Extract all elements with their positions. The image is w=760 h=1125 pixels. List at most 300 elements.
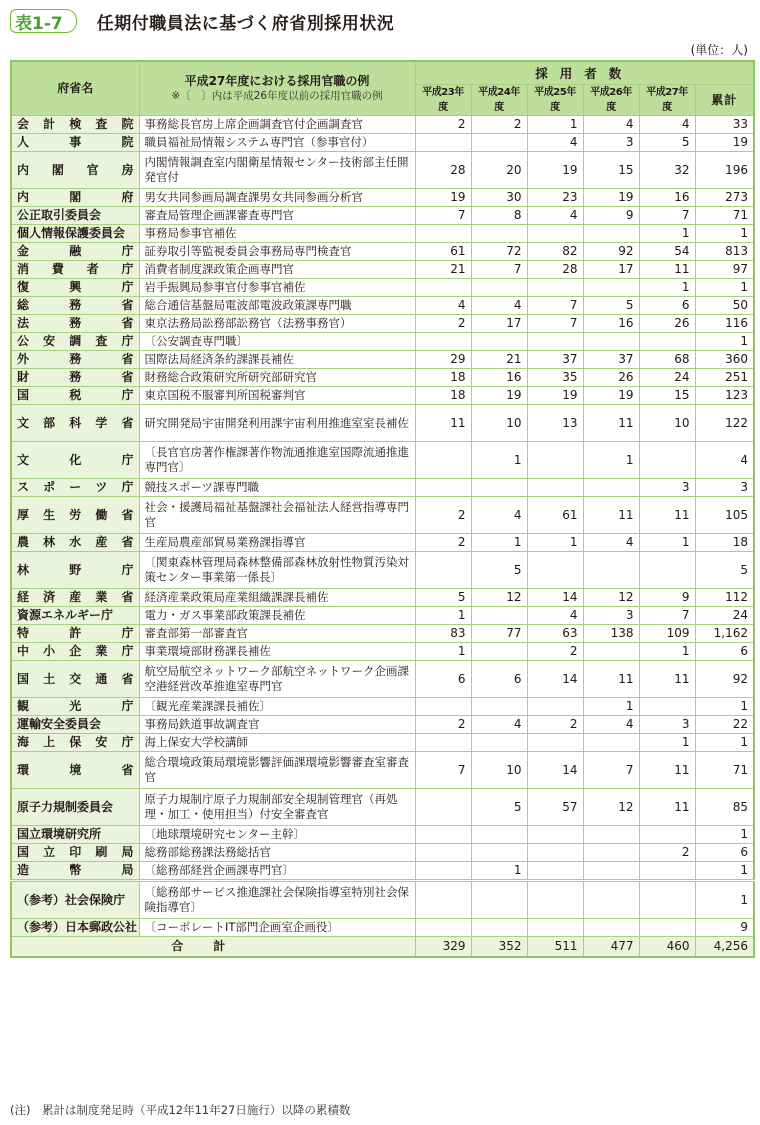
year-count	[471, 734, 527, 752]
post-example: 男女共同参画局調査課男女共同参画分析官	[139, 189, 415, 207]
year-count: 1	[527, 116, 583, 134]
ministry-name: 内 閣 官 房	[17, 162, 134, 177]
post-example: 岩手振興局参事官付参事官補佐	[139, 279, 415, 297]
cumulative-total: 251	[695, 369, 754, 387]
ministry-name-cell	[11, 497, 139, 534]
header-total: 累計	[695, 85, 754, 116]
year-count	[415, 479, 471, 497]
summary-total: 4,256	[695, 937, 754, 958]
year-count: 3	[639, 716, 695, 734]
ministry-name-cell	[11, 734, 139, 752]
cumulative-total: 112	[695, 589, 754, 607]
year-count: 4	[471, 497, 527, 534]
table-row	[11, 881, 754, 919]
year-count	[639, 862, 695, 881]
ministry-name: 国 土 交 通 省	[17, 671, 134, 686]
post-example: 電力・ガス事業部政策課長補佐	[139, 607, 415, 625]
table-row	[11, 716, 754, 734]
year-count: 2	[415, 534, 471, 552]
ministry-name: ス ポ ー ツ 庁	[17, 480, 134, 494]
year-count	[415, 225, 471, 243]
year-count: 19	[471, 387, 527, 405]
ministry-name: 特 許 庁	[17, 626, 134, 640]
cumulative-total: 71	[695, 207, 754, 225]
year-count: 5	[583, 297, 639, 315]
year-count: 82	[527, 243, 583, 261]
page-title: 任期付職員法に基づく府省別採用状況	[96, 13, 395, 34]
year-count	[639, 698, 695, 716]
year-count	[527, 479, 583, 497]
post-example: 内閣情報調査室内閣衛星情報センター技術部主任開発官付	[139, 152, 415, 189]
cumulative-total: 71	[695, 752, 754, 789]
table-row	[11, 698, 754, 716]
table-row	[11, 279, 754, 297]
year-count: 4	[527, 134, 583, 152]
year-count: 17	[471, 315, 527, 333]
recruitment-table	[10, 60, 755, 958]
year-count	[415, 552, 471, 589]
year-count	[639, 333, 695, 351]
year-count: 3	[639, 479, 695, 497]
ministry-name: 内 閣 府	[17, 190, 134, 204]
ministry-name: 財 務 省	[17, 370, 134, 384]
year-count	[639, 552, 695, 589]
table-row	[11, 534, 754, 552]
year-count: 4	[471, 297, 527, 315]
ministry-name-cell	[11, 826, 139, 844]
year-count	[471, 134, 527, 152]
year-count	[583, 333, 639, 351]
year-count: 1	[639, 734, 695, 752]
table-row	[11, 734, 754, 752]
year-count: 2	[415, 315, 471, 333]
ministry-name: 金 融 庁	[17, 244, 134, 258]
year-count: 3	[583, 607, 639, 625]
cumulative-total: 1	[695, 881, 754, 919]
year-count: 92	[583, 243, 639, 261]
table-row	[11, 225, 754, 243]
year-count	[415, 881, 471, 919]
post-example: 職員福祉局情報システム専門官（参事官付）	[139, 134, 415, 152]
year-count: 10	[639, 405, 695, 442]
cumulative-total: 3	[695, 479, 754, 497]
year-count	[471, 479, 527, 497]
table-row	[11, 497, 754, 534]
cumulative-total: 1	[695, 698, 754, 716]
header-recruit-count: 採用者数	[415, 61, 754, 85]
year-count	[471, 826, 527, 844]
year-count: 14	[527, 752, 583, 789]
year-count: 19	[415, 189, 471, 207]
post-example: 東京法務局訟務部訟務官（法務事務官）	[139, 315, 415, 333]
ministry-name-cell	[11, 607, 139, 625]
year-count: 15	[583, 152, 639, 189]
year-count: 28	[415, 152, 471, 189]
year-count	[527, 225, 583, 243]
year-count: 11	[415, 405, 471, 442]
year-count	[415, 844, 471, 862]
post-example: 〔関東森林管理局森林整備部森林放射性物質汚染対策センター事業第一係長〕	[139, 552, 415, 589]
ministry-name: 原子力規制委員会	[17, 799, 114, 814]
ministry-name-cell	[11, 661, 139, 698]
year-count	[415, 789, 471, 826]
year-count	[527, 862, 583, 881]
table-row	[11, 387, 754, 405]
year-count: 20	[471, 152, 527, 189]
post-example: 証券取引等監視委員会事務局専門検査官	[139, 243, 415, 261]
year-count: 13	[527, 405, 583, 442]
year-count	[415, 734, 471, 752]
year-count	[583, 919, 639, 937]
footnote: (注) 累計は制度発足時（平成12年11年27日施行）以降の累積数	[10, 1103, 351, 1117]
cumulative-total: 9	[695, 919, 754, 937]
summary-row	[11, 937, 754, 958]
year-count	[639, 826, 695, 844]
ministry-name-cell	[11, 625, 139, 643]
post-example: 原子力規制庁原子力規制部安全規制管理官（再処理・加工・使用担当）付安全審査官	[139, 789, 415, 826]
year-count	[527, 826, 583, 844]
post-example: 総務部総務課法務総括官	[139, 844, 415, 862]
table-number-badge: 表1-7	[10, 9, 67, 33]
table-row	[11, 752, 754, 789]
year-count: 19	[583, 387, 639, 405]
post-example: 事務局鉄道事故調査官	[139, 716, 415, 734]
year-count: 15	[639, 387, 695, 405]
year-count: 12	[583, 789, 639, 826]
ministry-name: 国 立 印 刷 局	[17, 845, 134, 859]
table-row	[11, 315, 754, 333]
year-count: 11	[639, 261, 695, 279]
table-row	[11, 333, 754, 351]
year-count	[415, 919, 471, 937]
year-count: 1	[471, 534, 527, 552]
ministry-name-cell	[11, 261, 139, 279]
ministry-name-cell	[11, 442, 139, 479]
year-count: 12	[583, 589, 639, 607]
year-count: 14	[527, 661, 583, 698]
year-count: 10	[471, 752, 527, 789]
ministry-name-cell	[11, 134, 139, 152]
year-count: 11	[583, 405, 639, 442]
ministry-name: （参考）日本郵政公社	[17, 920, 138, 934]
year-count: 7	[415, 752, 471, 789]
ministry-name: 国 税 庁	[17, 388, 134, 402]
year-count	[583, 479, 639, 497]
cumulative-total: 22	[695, 716, 754, 734]
ministry-name-cell	[11, 789, 139, 826]
year-count: 7	[527, 297, 583, 315]
table-row	[11, 479, 754, 497]
year-count	[527, 333, 583, 351]
header-year: 平成26年度	[583, 85, 639, 116]
cumulative-total: 116	[695, 315, 754, 333]
year-count: 1	[527, 534, 583, 552]
ministry-name-cell	[11, 152, 139, 189]
ministry-name: 資源エネルギー庁	[17, 608, 114, 622]
year-count: 37	[583, 351, 639, 369]
ministry-name: 中 小 企 業 庁	[17, 644, 134, 658]
ministry-name: 海 上 保 安 庁	[17, 735, 134, 749]
year-count: 4	[415, 297, 471, 315]
year-count: 9	[639, 589, 695, 607]
table-row	[11, 297, 754, 315]
table-row	[11, 607, 754, 625]
year-count	[471, 643, 527, 661]
ministry-name-cell	[11, 189, 139, 207]
year-count: 1	[639, 279, 695, 297]
year-count: 26	[639, 315, 695, 333]
year-count: 2	[527, 643, 583, 661]
table-row	[11, 405, 754, 442]
table-row	[11, 552, 754, 589]
ministry-name: 個人情報保護委員会	[17, 226, 126, 240]
year-count: 7	[415, 207, 471, 225]
year-count: 1	[471, 862, 527, 881]
post-example: 審査局管理企画課審査専門官	[139, 207, 415, 225]
year-count	[415, 134, 471, 152]
year-count: 109	[639, 625, 695, 643]
post-example: 〔観光産業課課長補佐〕	[139, 698, 415, 716]
year-count: 4	[527, 207, 583, 225]
year-count: 1	[639, 534, 695, 552]
table-title-bar	[10, 7, 394, 35]
year-count: 6	[415, 661, 471, 698]
year-count: 6	[639, 297, 695, 315]
year-count	[415, 698, 471, 716]
year-count: 77	[471, 625, 527, 643]
year-count: 18	[415, 387, 471, 405]
badge-bracket-icon	[66, 9, 77, 33]
year-count: 18	[415, 369, 471, 387]
ministry-name-cell	[11, 333, 139, 351]
year-count: 11	[583, 497, 639, 534]
year-count	[527, 279, 583, 297]
post-example: 総合通信基盤局電波部電波政策課専門職	[139, 297, 415, 315]
ministry-name-cell	[11, 279, 139, 297]
year-count	[471, 225, 527, 243]
ministry-name: 消 費 者 庁	[17, 262, 134, 276]
year-count	[639, 881, 695, 919]
year-count: 1	[639, 225, 695, 243]
year-count: 1	[583, 698, 639, 716]
ministry-name-cell	[11, 207, 139, 225]
ministry-name: 国立環境研究所	[17, 827, 102, 841]
year-count: 4	[583, 116, 639, 134]
year-count: 11	[583, 661, 639, 698]
year-count: 32	[639, 152, 695, 189]
post-example: 研究開発局宇宙開発利用課宇宙利用推進室室長補佐	[139, 405, 415, 442]
cumulative-total: 92	[695, 661, 754, 698]
post-example: 競技スポーツ課専門職	[139, 479, 415, 497]
year-count	[415, 279, 471, 297]
ministry-name-cell	[11, 552, 139, 589]
post-example: 東京国税不服審判所国税審判官	[139, 387, 415, 405]
year-count	[471, 919, 527, 937]
year-count: 1	[471, 442, 527, 479]
table-row	[11, 919, 754, 937]
cumulative-total: 50	[695, 297, 754, 315]
year-count: 9	[583, 207, 639, 225]
year-count: 16	[639, 189, 695, 207]
year-count	[415, 826, 471, 844]
post-example: 〔総務部サービス推進課社会保険指導室特別社会保険指導官〕	[139, 881, 415, 919]
year-count: 1	[639, 643, 695, 661]
table-row	[11, 862, 754, 881]
year-count	[527, 734, 583, 752]
year-count: 30	[471, 189, 527, 207]
post-example: 審査部第一部審査官	[139, 625, 415, 643]
cumulative-total: 33	[695, 116, 754, 134]
cumulative-total: 122	[695, 405, 754, 442]
year-count	[471, 279, 527, 297]
ministry-name-cell	[11, 297, 139, 315]
cumulative-total: 1,162	[695, 625, 754, 643]
year-count	[471, 333, 527, 351]
year-count: 4	[583, 534, 639, 552]
year-count: 7	[639, 207, 695, 225]
header-year: 平成25年度	[527, 85, 583, 116]
post-example: 消費者制度課政策企画専門官	[139, 261, 415, 279]
header-year: 平成24年度	[471, 85, 527, 116]
table-row	[11, 789, 754, 826]
ministry-name: 法 務 省	[17, 316, 134, 330]
summary-year-count: 329	[415, 937, 471, 958]
post-example: 航空局航空ネットワーク部航空ネットワーク企画課空港経営改革推進室専門官	[139, 661, 415, 698]
header-year: 平成27年度	[639, 85, 695, 116]
ministry-name-cell	[11, 116, 139, 134]
summary-label: 合計	[11, 937, 415, 958]
cumulative-total: 196	[695, 152, 754, 189]
year-count	[583, 225, 639, 243]
year-count	[527, 442, 583, 479]
year-count	[583, 734, 639, 752]
year-count: 19	[527, 152, 583, 189]
ministry-name-cell	[11, 752, 139, 789]
cumulative-total: 19	[695, 134, 754, 152]
year-count: 4	[527, 607, 583, 625]
post-example: 事務局参事官補佐	[139, 225, 415, 243]
post-example: 海上保安大学校講師	[139, 734, 415, 752]
year-count: 1	[415, 607, 471, 625]
table-row	[11, 351, 754, 369]
year-count: 5	[471, 789, 527, 826]
year-count	[415, 862, 471, 881]
year-count	[639, 919, 695, 937]
cumulative-total: 360	[695, 351, 754, 369]
year-count: 21	[415, 261, 471, 279]
ministry-name: 造 幣 局	[17, 863, 134, 877]
header-post	[139, 61, 415, 116]
year-count: 21	[471, 351, 527, 369]
ministry-name: 文 部 科 学 省	[17, 415, 134, 430]
post-example: 経済産業政策局産業組織課課長補佐	[139, 589, 415, 607]
table-row	[11, 207, 754, 225]
ministry-name-cell	[11, 862, 139, 881]
table-row	[11, 625, 754, 643]
year-count	[583, 862, 639, 881]
year-count: 7	[639, 607, 695, 625]
year-count	[583, 826, 639, 844]
ministry-name-cell	[11, 225, 139, 243]
year-count: 24	[639, 369, 695, 387]
cumulative-total: 813	[695, 243, 754, 261]
year-count: 7	[583, 752, 639, 789]
ministry-name: 農 林 水 産 省	[17, 535, 134, 549]
table-row	[11, 589, 754, 607]
year-count: 2	[471, 116, 527, 134]
year-count: 16	[583, 315, 639, 333]
cumulative-total: 6	[695, 844, 754, 862]
year-count	[471, 698, 527, 716]
year-count: 16	[471, 369, 527, 387]
cumulative-total: 5	[695, 552, 754, 589]
table-row	[11, 152, 754, 189]
year-count: 11	[639, 497, 695, 534]
ministry-name: 環 境 省	[17, 762, 134, 777]
post-example: 生産局農産部貿易業務課指導官	[139, 534, 415, 552]
cumulative-total: 123	[695, 387, 754, 405]
year-count: 19	[583, 189, 639, 207]
ministry-name-cell	[11, 881, 139, 919]
ministry-name-cell	[11, 919, 139, 937]
cumulative-total: 1	[695, 862, 754, 881]
year-count: 10	[471, 405, 527, 442]
summary-year-count: 352	[471, 937, 527, 958]
post-example: 総合環境政策局環境影響評価課環境影響審査室審査官	[139, 752, 415, 789]
unit-label: (単位：人)	[690, 43, 748, 57]
ministry-name: 公 安 調 査 庁	[17, 334, 134, 348]
year-count: 5	[471, 552, 527, 589]
ministry-name: 外 務 省	[17, 352, 134, 366]
ministry-name-cell	[11, 479, 139, 497]
post-example: 国際法局経済条約課課長補佐	[139, 351, 415, 369]
post-example: 社会・援護局福祉基盤課社会福祉法人経営指導専門官	[139, 497, 415, 534]
post-example: 事業環境部財務課長補佐	[139, 643, 415, 661]
ministry-name-cell	[11, 369, 139, 387]
table-row	[11, 643, 754, 661]
post-example: 〔公安調査専門職〕	[139, 333, 415, 351]
header-year: 平成23年度	[415, 85, 471, 116]
ministry-name: 復 興 庁	[17, 280, 134, 294]
year-count	[583, 279, 639, 297]
year-count	[639, 442, 695, 479]
ministry-name: 林 野 庁	[17, 562, 134, 577]
cumulative-total: 24	[695, 607, 754, 625]
year-count: 6	[471, 661, 527, 698]
year-count	[583, 881, 639, 919]
cumulative-total: 273	[695, 189, 754, 207]
year-count: 35	[527, 369, 583, 387]
year-count	[527, 698, 583, 716]
cumulative-total: 18	[695, 534, 754, 552]
year-count	[527, 844, 583, 862]
year-count: 2	[415, 116, 471, 134]
year-count: 1	[415, 643, 471, 661]
year-count: 12	[471, 589, 527, 607]
year-count	[583, 844, 639, 862]
year-count: 29	[415, 351, 471, 369]
year-count	[583, 643, 639, 661]
year-count: 7	[527, 315, 583, 333]
year-count: 11	[639, 661, 695, 698]
year-count: 83	[415, 625, 471, 643]
year-count	[471, 607, 527, 625]
year-count: 14	[527, 589, 583, 607]
ministry-name: 観 光 庁	[17, 699, 134, 713]
ministry-name: 総 務 省	[17, 298, 134, 312]
year-count	[583, 552, 639, 589]
summary-year-count: 511	[527, 937, 583, 958]
